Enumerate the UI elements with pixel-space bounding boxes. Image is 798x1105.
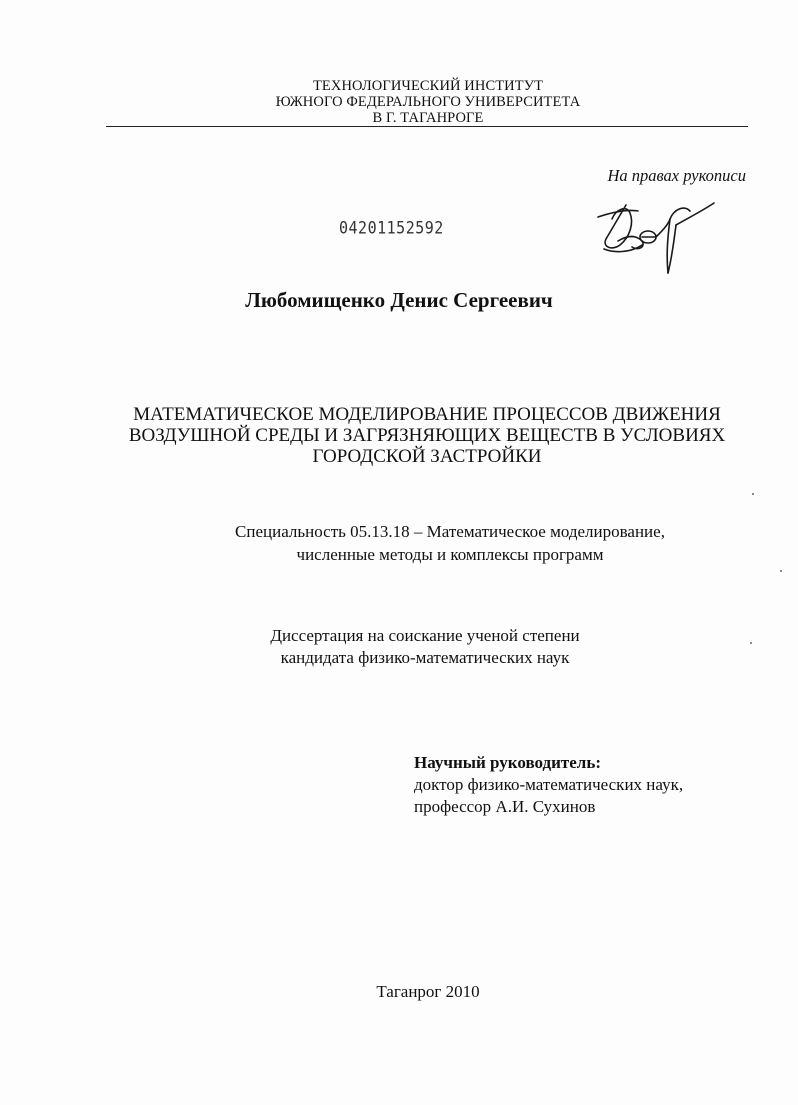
- institute-line-3: В Г. ТАГАНРОГЕ: [372, 110, 484, 126]
- scan-speck: [780, 570, 782, 572]
- supervisor-line-2: профессор А.И. Сухинов: [414, 797, 596, 816]
- title-line-1: МАТЕМАТИЧЕСКОЕ МОДЕЛИРОВАНИЕ ПРОЦЕССОВ ДВИЖЕНИЯ: [133, 404, 721, 425]
- specialty-block: [190, 520, 710, 566]
- specialty-line-1: Специальность 05.13.18 – Математическое моделирование,: [235, 522, 665, 541]
- supervisor-block: [414, 752, 683, 818]
- dissertation-title: [100, 404, 754, 467]
- place-and-year: Таганрог 2010: [376, 982, 480, 1001]
- supervisor-heading: Научный руководитель:: [414, 753, 601, 772]
- institute-line-1: ТЕХНОЛОГИЧЕСКИЙ ИНСТИТУТ: [312, 78, 544, 94]
- degree-block: [190, 625, 660, 669]
- supervisor-line-1: доктор физико-математических наук,: [414, 775, 684, 794]
- manuscript-rights-note: На правах рукописи: [607, 166, 746, 185]
- header-divider: [106, 126, 748, 127]
- author-name: Любомищенко Денис Сергеевич: [245, 288, 553, 312]
- author-signature: [590, 195, 720, 280]
- scan-speck: [750, 642, 752, 644]
- title-line-2: ВОЗДУШНОЙ СРЕДЫ И ЗАГРЯЗНЯЮЩИХ ВЕЩЕСТВ В УСЛОВИЯХ: [128, 425, 726, 446]
- degree-line-2: кандидата физико-математических наук: [280, 648, 570, 667]
- institute-line-2: ЮЖНОГО ФЕДЕРАЛЬНОГО УНИВЕРСИТЕТА: [275, 94, 581, 110]
- specialty-line-2: численные методы и комплексы программ: [296, 545, 604, 564]
- scan-speck: [752, 493, 754, 495]
- catalog-number-stamp: 04201152592: [339, 218, 444, 238]
- degree-line-1: Диссертация на соискание ученой степени: [270, 626, 580, 645]
- title-line-3: ГОРОДСКОЙ ЗАСТРОЙКИ: [312, 446, 542, 467]
